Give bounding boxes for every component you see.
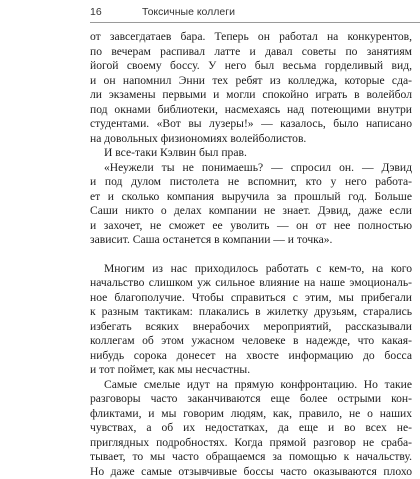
text-line: фликтами, и мы говорим людям, как, правило, не о наших — [90, 407, 412, 422]
text-line: от завсегдатаев бара. Теперь он работал на конкурентов, — [90, 30, 412, 45]
text-line: коллегам об этом ужасном человеке в надежде, что какая- — [90, 334, 412, 349]
text-line: Саши никто о делах компании не знает. Дэвид, даже если — [90, 204, 412, 219]
header-divider — [90, 22, 420, 23]
text-line: и тот поймет, как мы несчастны. — [90, 363, 412, 378]
text-line: избегать всяких внерабочих мероприятий, рассказывали — [90, 320, 412, 335]
text-line: ли экзамены первыми и могли спокойно играть в волейбол — [90, 88, 412, 103]
text-line: «Неужели ты не понимаешь? — спросил он. — Дэвид — [90, 161, 412, 176]
text-line: и он напомнил Энни тех ребят из колледжа, которые сда- — [90, 74, 412, 89]
text-line: Но даже самые отзывчивые боссы часто оказываются плохо — [90, 465, 412, 479]
text-line: и под дулом пистолета не вспомнит, кто у него работа- — [90, 175, 412, 190]
text-line: приглядных подробностях. Когда прямой разговор не сраба- — [90, 436, 412, 451]
text-line: нибудь сорока донесет на хвосте информацию до босса — [90, 349, 412, 364]
text-line: студентами. «Вот вы лузеры!» — казалось, было написано — [90, 117, 412, 132]
paragraph — [90, 146, 412, 161]
running-title: Токсичные коллеги — [142, 6, 235, 18]
paragraph — [90, 30, 412, 146]
running-header — [90, 6, 420, 22]
page-number: 16 — [90, 6, 102, 18]
text-line: йогой своему боссу. У него был весьма горделивый вид, — [90, 59, 412, 74]
text-line: Самые смелые идут на прямую конфронтацию. Но такие — [90, 378, 412, 393]
body-text — [90, 30, 412, 479]
text-line: ет и сколько компания выручила за прошлый год. Больше — [90, 190, 412, 205]
text-line: Многим из нас приходилось работать с кем-то, на кого — [90, 262, 412, 277]
text-line: и захочет, не сможет ее уволить — он от нее полностью — [90, 219, 412, 234]
paragraph — [90, 378, 412, 479]
text-line: к разным тактикам: плакались в жилетку друзьям, старались — [90, 305, 412, 320]
text-line: под окнами библиотеки, насмехаясь над потеющими внутри — [90, 103, 412, 118]
text-line: разговоры часто заканчиваются еще более острыми кон- — [90, 392, 412, 407]
text-line: по вечерам распивал латте и давал советы по занятиям — [90, 45, 412, 60]
text-line: тывает, то мы часто обращаемся за помощью к начальству. — [90, 450, 412, 465]
text-line: начальство слишком уж сильное влияние на наше эмоциональ- — [90, 276, 412, 291]
text-line: И все-таки Кэлвин был прав. — [90, 146, 412, 161]
paragraph — [90, 161, 412, 248]
paragraph — [90, 262, 412, 378]
text-line: зависит. Саша останется в компании — и точка». — [90, 233, 412, 248]
text-line: ное благополучие. Чтобы справиться с этим, мы прибегали — [90, 291, 412, 306]
paragraph-gap — [90, 248, 412, 262]
text-line: на довольных физиономиях волейболистов. — [90, 132, 412, 147]
text-line: чувствах, а об их недостатках, да еще и во всех не- — [90, 421, 412, 436]
